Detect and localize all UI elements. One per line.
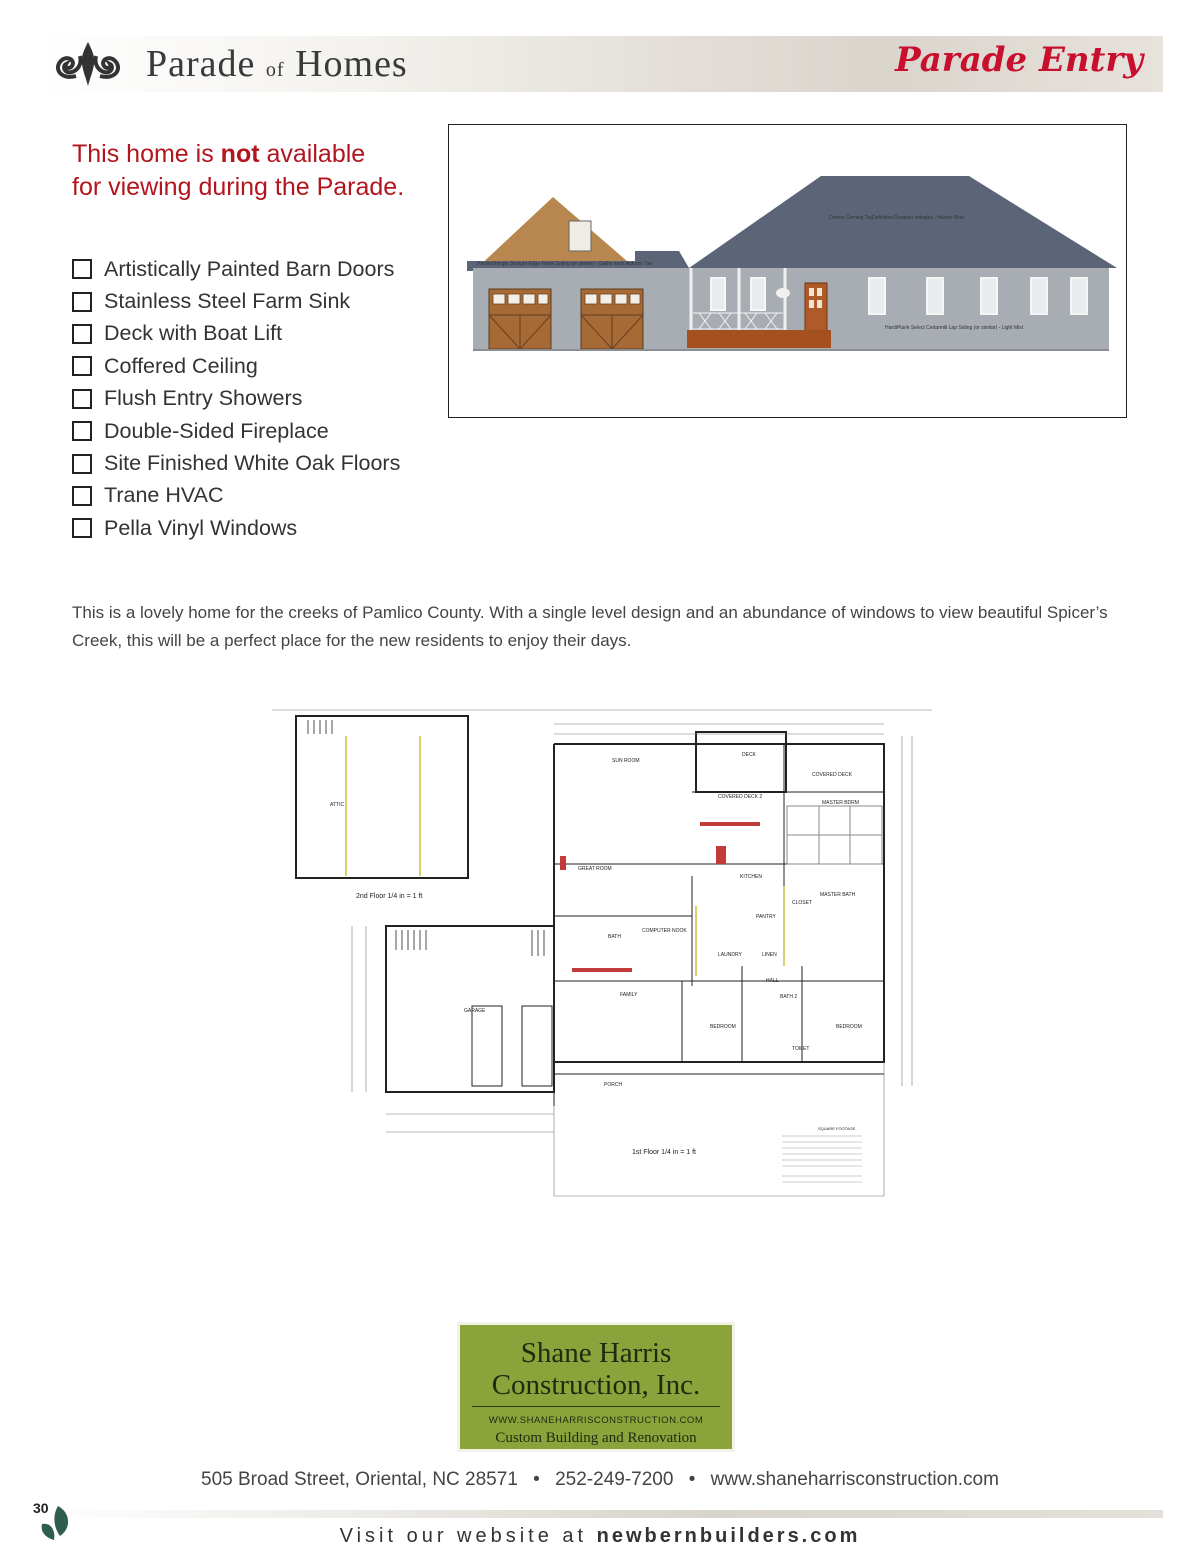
feature-item: Trane HVAC <box>72 480 400 512</box>
checkbox-icon[interactable] <box>72 356 92 376</box>
room-label: PANTRY <box>756 914 776 920</box>
room-label: ATTIC <box>330 802 345 808</box>
gable-note: HardieShingle Straight Edge Panel Siding (or similar) - Gable ends Autumn Tan <box>477 261 653 267</box>
not-emphasis: not <box>220 140 260 168</box>
checkbox-icon[interactable] <box>72 292 92 312</box>
builder-website-link[interactable]: www.shaneharrisconstruction.com <box>710 1469 999 1490</box>
builder-name-line2: Construction, Inc. <box>491 1369 701 1401</box>
siding-note: HardiPlank Select Cedarmill Lap Siding (or similar) - Light Mist <box>885 325 1024 331</box>
room-label: BATH <box>608 934 621 940</box>
builder-contact-line <box>0 1469 1200 1491</box>
feature-item: Pella Vinyl Windows <box>72 512 400 544</box>
availability-notice: This home is not available for viewing during the Parade. <box>72 140 405 201</box>
room-label: TOILET <box>792 1046 810 1052</box>
room-label: COVERED DECK <box>812 772 853 778</box>
fleur-ornament-icon <box>48 40 128 88</box>
builder-logo <box>457 1322 735 1452</box>
checkbox-icon[interactable] <box>72 454 92 474</box>
newbernbuilders-link[interactable]: newbernbuilders.com <box>596 1525 861 1547</box>
room-label: LAUNDRY <box>718 952 742 958</box>
room-label: BEDROOM <box>836 1024 862 1030</box>
builder-name-line1: Shane Harris <box>520 1337 672 1369</box>
room-label: MASTER BDRM <box>822 800 859 806</box>
parade-entry-label: Parade Entry <box>895 40 1143 80</box>
feature-item: Double-Sided Fireplace <box>72 415 400 447</box>
header-band <box>40 36 1163 92</box>
checkbox-icon[interactable] <box>72 518 92 538</box>
feature-item: Site Finished White Oak Floors <box>72 447 400 479</box>
logo-divider <box>472 1406 720 1407</box>
room-label: LINEN <box>762 952 777 958</box>
first-floor-label: 1st Floor 1/4 in = 1 ft <box>632 1149 697 1156</box>
checkbox-icon[interactable] <box>72 324 92 344</box>
front-elevation-drawing <box>448 124 1127 418</box>
checkbox-icon[interactable] <box>72 421 92 441</box>
room-label: KITCHEN <box>740 874 762 880</box>
builder-website-caps: WWW.SHANEHARRISCONSTRUCTION.COM <box>488 1415 704 1426</box>
feature-item: Coffered Ceiling <box>72 350 400 382</box>
square-footage-title: SQUARE FOOTAGE <box>818 1126 856 1131</box>
feature-checklist <box>72 253 400 545</box>
room-label: MASTER BATH <box>820 892 856 898</box>
room-label: SUN ROOM <box>612 758 640 764</box>
feature-item: Stainless Steel Farm Sink <box>72 285 400 317</box>
builder-phone[interactable]: 252-249-7200 <box>555 1469 674 1490</box>
home-description: This is a lovely home for the creeks of Pamlico County. With a single level design and an abundance of windows to view beautiful Spicer’s Creek, this will be a perfect place for the new residents to enjoy their days. <box>72 603 1108 650</box>
feature-item: Deck with Boat Lift <box>72 318 400 350</box>
feature-item: Flush Entry Showers <box>72 383 400 415</box>
bullet-separator: • <box>533 1469 540 1490</box>
room-label: FAMILY <box>620 992 638 998</box>
room-label: GREAT ROOM <box>578 866 612 872</box>
builder-address: 505 Broad Street, Oriental, NC 28571 <box>201 1469 518 1490</box>
roof-note: Owens Corning TruDefinition Duration shingles - Harbor Blue <box>829 215 965 221</box>
floor-plan-drawing <box>272 706 932 1202</box>
room-label: COVERED DECK 2 <box>718 794 763 800</box>
feature-item: Artistically Painted Barn Doors <box>72 253 400 285</box>
bullet-separator: • <box>688 1469 696 1490</box>
house-elevation-illustration <box>449 125 1128 419</box>
room-label: COMPUTER NOOK <box>642 928 687 934</box>
checkbox-icon[interactable] <box>72 486 92 506</box>
room-label: BEDROOM <box>710 1024 736 1030</box>
footer-band <box>40 1510 1163 1518</box>
room-label: GARAGE <box>464 1008 486 1014</box>
page-number: 30 <box>33 1500 49 1516</box>
room-label: PORCH <box>604 1082 623 1088</box>
checkbox-icon[interactable] <box>72 259 92 279</box>
builder-tagline: Custom Building and Renovation <box>495 1430 697 1446</box>
visit-website-line: Visit our website at newbernbuilders.com <box>339 1525 861 1547</box>
room-label: HALL <box>766 978 779 984</box>
parade-of-homes-wordmark: Parade of Homes <box>146 43 408 85</box>
room-label: DECK <box>742 752 756 758</box>
checkbox-icon[interactable] <box>72 389 92 409</box>
floor-plan-illustration <box>272 706 932 1202</box>
room-label: BATH 2 <box>780 994 798 1000</box>
second-floor-label: 2nd Floor 1/4 in = 1 ft <box>356 893 423 900</box>
room-label: CLOSET <box>792 900 813 906</box>
